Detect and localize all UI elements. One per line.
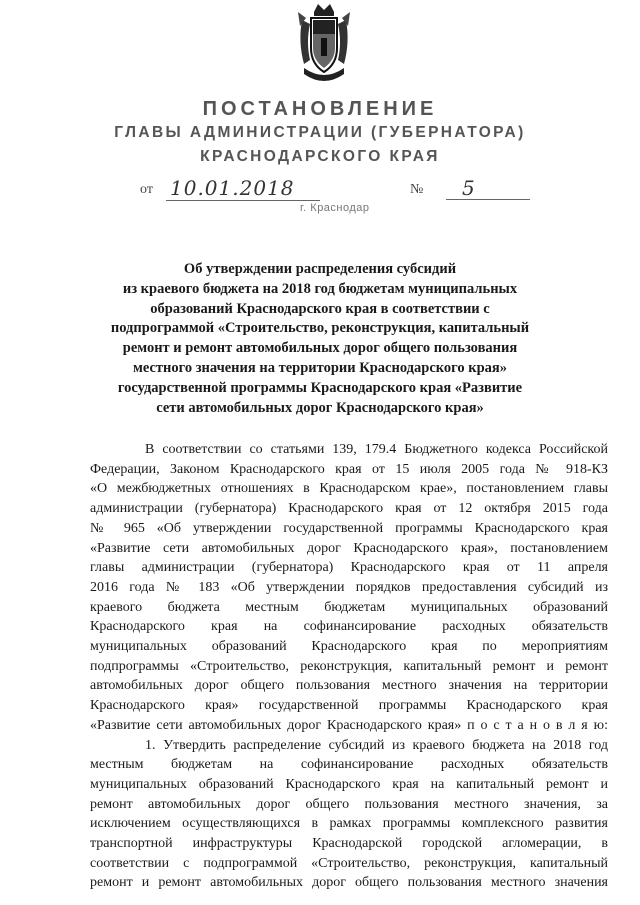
title-line: подпрограммой «Строительство, реконструкция, капитальный xyxy=(110,320,530,337)
body-line: В соответствии со статьями 139, 179.4 Бюджетного кодекса Российской xyxy=(145,442,608,457)
title-line: образований Краснодарского края в соответствии с xyxy=(150,300,490,317)
body-line: автомобильных дорог общего пользования местного значения на территории xyxy=(90,678,608,694)
body-line: ремонт и ремонт автомобильных дорог общего пользования местного значения xyxy=(90,875,608,891)
body-line: транспортной инфраструктуры Краснодарской городской агломерации, в xyxy=(90,836,608,852)
body-line: Федерации, Законом Краснодарского края от 15 июля 2005 года № 918-КЗ xyxy=(90,461,608,477)
title-line: Об утверждении распределения субсидий xyxy=(183,261,457,277)
number-label: № xyxy=(410,182,424,197)
body-line: муниципальных образований Краснодарского края по мероприятиям xyxy=(90,639,608,655)
body-line: 1. Утвердить распределение субсидий из краевого бюджета на 2018 год xyxy=(145,737,608,753)
document-body xyxy=(90,440,608,893)
title-line: местного значения на территории Краснодарского края» xyxy=(132,359,508,376)
body-line: администрации (губернатора) Краснодарского края от 12 октября 2015 года xyxy=(90,501,608,517)
body-line: № 965 «Об утверждении государственной программы Краснодарского края xyxy=(90,520,608,536)
body-line: краевого бюджета местным бюджетам муниципальных образований xyxy=(90,599,608,615)
body-line: Краснодарского края» государственной программы Краснодарского края xyxy=(90,698,608,714)
document-type-heading: ПОСТАНОВЛЕНИЕ xyxy=(202,98,438,120)
title-line: ремонт и ремонт автомобильных дорог общего пользования xyxy=(122,340,518,357)
document-title xyxy=(100,260,540,418)
coat-of-arms-icon xyxy=(296,2,352,90)
body-line: местным бюджетам на софинансирование расходных обязательств xyxy=(90,757,608,773)
city-label: г. Краснодар xyxy=(300,202,370,214)
body-line: подпрограммы «Строительство, реконструкция, капитальный ремонт и ремонт xyxy=(90,658,608,674)
body-line: 2016 года № 183 «Об утверждении порядков предоставления субсидий из xyxy=(90,579,608,595)
body-line: главы администрации (губернатора) Краснодарского края от 11 апреля xyxy=(90,560,608,576)
body-line: соответствии с подпрограммой «Строительство, реконструкция, капитальный xyxy=(90,855,608,871)
body-line: «Развитие сети автомобильных дорог Краснодарского края», постановлением xyxy=(90,540,608,556)
document-date: 10.01.2018 xyxy=(166,176,320,201)
title-line: сети автомобильных дорог Краснодарского края» xyxy=(156,399,484,416)
issuer-heading: ГЛАВЫ АДМИНИСТРАЦИИ (ГУБЕРНАТОРА) xyxy=(114,124,526,141)
body-line: «Развитие сети автомобильных дорог Краснодарского края» п о с т а н о в л я ю: xyxy=(90,717,608,733)
date-prefix: от xyxy=(140,182,153,197)
body-line: «О межбюджетных отношениях в Краснодарском крае», постановлением главы xyxy=(90,481,608,497)
title-line: из краевого бюджета на 2018 год бюджетам муниципальных xyxy=(122,280,518,297)
region-heading: КРАСНОДАРСКОГО КРАЯ xyxy=(200,148,440,165)
document-number: 5 xyxy=(446,176,530,200)
body-line: исключением осуществляющихся в рамках программы комплексного развития xyxy=(90,816,608,832)
title-line: государственной программы Краснодарского края «Развитие xyxy=(117,379,523,396)
body-line: муниципальных образований Краснодарского края на капитальный ремонт и xyxy=(90,776,608,792)
body-line: ремонт автомобильных дорог общего пользования местного значения, за xyxy=(90,796,608,812)
body-line: Краснодарского края на софинансирование расходных обязательств xyxy=(90,619,608,635)
